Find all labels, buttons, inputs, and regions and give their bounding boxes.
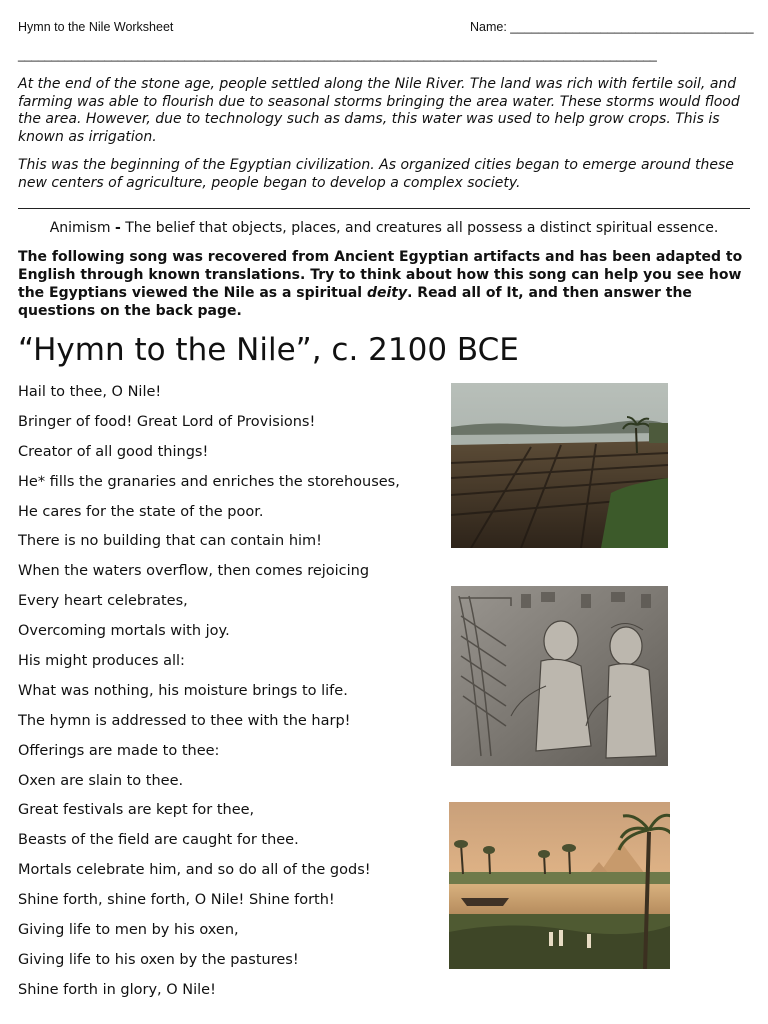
intro-paragraph-1: At the end of the stone age, people settled along the Nile River. The land was rich with fertile soil, and farming was able to flourish due to seasonal storms bringing the area water. These storms would flood the area. However, due to technology such as dams, this water was used to help grow crops. This is known as irrigation. — [18, 76, 740, 145]
hymn-line: When the waters overflow, then comes rejoicing — [18, 563, 370, 580]
instructions-text-1: The following song was recovered from Ancient Egyptian artifacts and has been adapted to English through known translations. Try to think about how this song can help you see how the Egyptians viewed the Nile as a spiritual — [18, 249, 743, 301]
hymn-line: Shine forth in glory, O Nile! — [18, 981, 216, 998]
animism-definition-text: The belief that objects, places, and creatures all possess a distinct spiritual essence. — [125, 220, 719, 236]
animism-definition — [0, 220, 768, 236]
hymn-line: Shine forth, shine forth, O Nile! Shine forth! — [18, 892, 335, 909]
hymn-line: Great festivals are kept for thee, — [18, 802, 255, 819]
hymn-line: Bringer of food! Great Lord of Provisions! — [18, 413, 316, 430]
deity-word: deity — [366, 285, 408, 301]
hymn-line: Hail to thee, O Nile! — [18, 384, 162, 400]
hymn-line: What was nothing, his moisture brings to life. — [18, 682, 348, 699]
intro-paragraph-2: This was the beginning of the Egyptian civilization. As organized cities began to emerge around these new centers of agriculture, people began to develop a complex society. — [18, 157, 734, 191]
worksheet-title: Hymn to the Nile Worksheet — [18, 20, 174, 34]
hymn-line: Offerings are made to thee: — [18, 742, 220, 759]
section-divider — [18, 208, 750, 209]
hymn-line: Every heart celebrates, — [18, 593, 188, 610]
hymn-line: Creator of all good things! — [18, 443, 209, 460]
blank-line: ________________________________________________________________________________________________ — [18, 48, 657, 62]
hymn-line: Beasts of the field are caught for thee. — [18, 832, 299, 849]
hymn-line: Oxen are slain to thee. — [18, 772, 184, 789]
animism-dash: - — [114, 220, 121, 236]
hymn-line: He cares for the state of the poor. — [18, 503, 264, 520]
animism-term: Animism — [49, 220, 111, 236]
hymn-line: Mortals celebrate him, and so do all of the gods! — [18, 862, 371, 879]
hymn-line: Giving life to his oxen by the pastures! — [18, 951, 299, 968]
hymn-line: His might produces all: — [18, 653, 185, 670]
instructions-text-2: . Read all of It, and then answer the questions on the back page. — [18, 285, 692, 319]
instructions — [18, 248, 743, 320]
hymn-line: There is no building that can contain him! — [18, 533, 322, 550]
hymn-line: Giving life to men by his oxen, — [18, 922, 239, 939]
hymn-line: He* fills the granaries and enriches the storehouses, — [18, 473, 400, 490]
hymn-lines — [18, 382, 438, 1010]
hymn-line: Overcoming mortals with joy. — [18, 623, 230, 640]
hymn-line: The hymn is addressed to thee with the harp! — [18, 712, 351, 729]
name-field-label: Name: ___________________________________ — [470, 20, 754, 34]
hymn-title: “Hymn to the Nile”, c. 2100 BCE — [18, 332, 519, 368]
nile-pyramids-painting — [449, 802, 670, 969]
nile-fields-image — [451, 383, 668, 548]
harpist-relief-image — [451, 586, 668, 766]
